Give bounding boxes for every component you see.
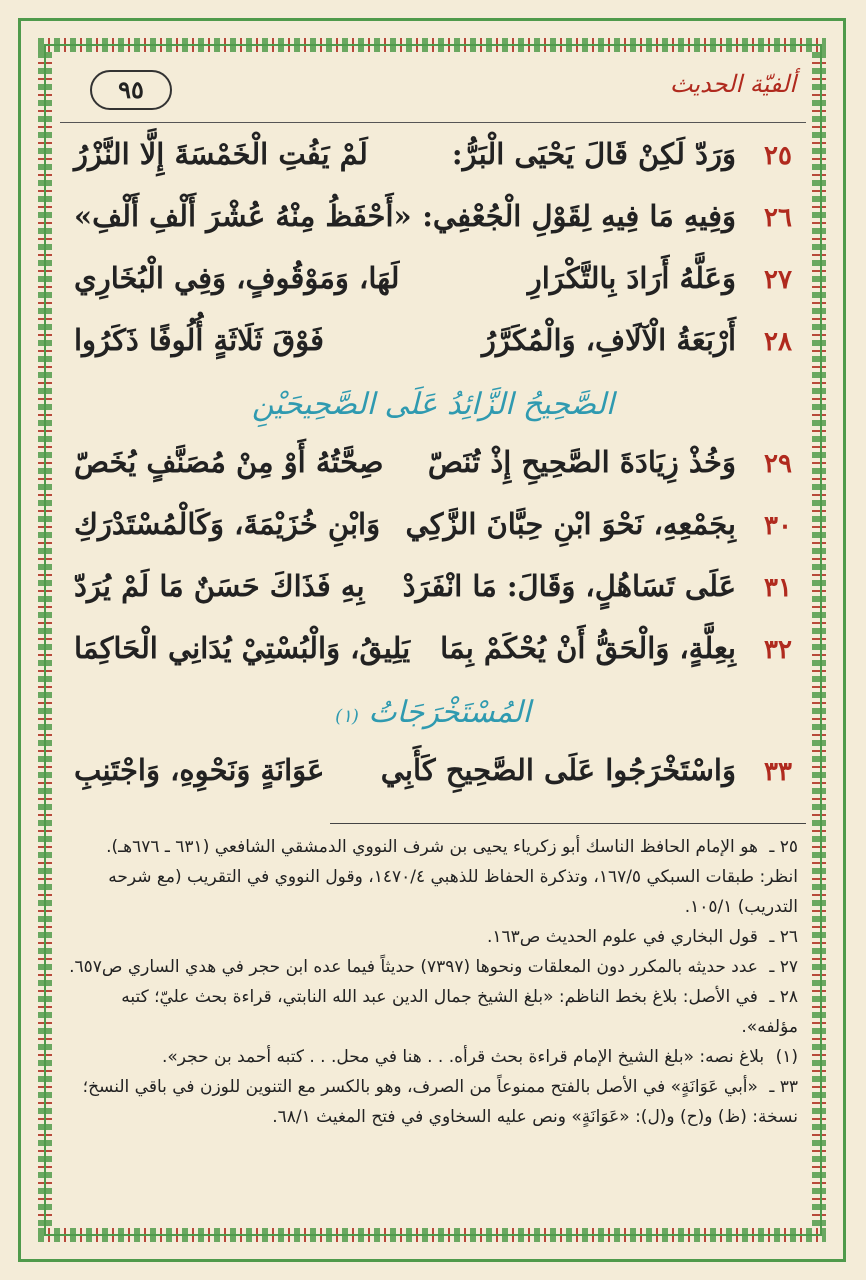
footnote-number: ٢٨ ـ <box>769 987 798 1007</box>
verse-number: ٢٨ <box>764 327 792 357</box>
footnote-number: ٢٧ ـ <box>769 957 798 977</box>
verse-25 <box>60 127 806 189</box>
second-hemistich: وَابْنِ خُزَيْمَةَ، وَكَالْمُسْتَدْرَكِ <box>74 507 381 541</box>
verse-number: ٣٢ <box>764 635 792 665</box>
verse-33 <box>60 743 806 805</box>
first-hemistich: بِعِلَّةٍ، وَالْحَقُّ أَنْ يُحْكَمْ بِمَا <box>440 631 736 665</box>
verse-27 <box>60 251 806 313</box>
second-hemistich: صِحَّتُهُ أَوْ مِنْ مُصَنَّفٍ يُخَصّ <box>74 445 384 479</box>
verse-32 <box>60 621 806 683</box>
verse-group-a <box>60 127 806 375</box>
footnote-number: ٣٣ ـ <box>769 1077 798 1097</box>
first-hemistich: وَفِيهِ مَا فِيهِ لِقَوْلِ الْجُعْفِي: <box>422 199 736 233</box>
page-number: ٩٥ <box>90 70 172 110</box>
footnote-1 <box>60 1042 806 1072</box>
verse-31 <box>60 559 806 621</box>
page-content <box>60 64 806 1224</box>
footnote-text: هو الإمام الحافظ الناسك أبو زكرياء يحيى بن شرف النووي الدمشقي الشافعي (٦٣١ ـ ٦٧٦هـ). انظر: طبقات السبكي ١٦٧/٥، وتذكرة الحفاظ للذهبي ١٤٧٠/٤، وقول النووي في التقريب (مع شرحه التدريب) ١٠٥/١. <box>106 837 798 917</box>
footnote-text: «أبي عَوَانَةٍ» في الأصل بالفتح ممنوعاً من الصرف، وهو بالكسر مع التنوين للوزن في باقي النسخ؛ نسخة: (ظ) و(ح) و(ل): «عَوَانَةٍ» ونص عليه السخاوي في فتح المغيث ٦٨/١. <box>82 1077 798 1127</box>
footnote-text: قول البخاري في علوم الحديث ص١٦٣. <box>486 927 758 947</box>
footnote-number: (١) <box>775 1047 798 1067</box>
footnote-text: عدد حديثه بالمكرر دون المعلقات ونحوها (٧٣٩٧) حديثاً فيما عده ابن حجر في هدي الساري ص٦٥٧. <box>69 957 758 977</box>
footnote-26 <box>60 922 806 952</box>
verse-30 <box>60 497 806 559</box>
footnote-text: بلاغ نصه: «بلغ الشيخ الإمام قراءة بحث قرأه. . . هنا في محل. . . كتبه أحمد بن حجر». <box>161 1047 765 1067</box>
first-hemistich: وَعَلَّهُ أَرَادَ بِالتَّكْرَارِ <box>527 261 736 295</box>
second-hemistich: عَوَانَةٍ وَنَحْوِهِ، وَاجْتَنِبِ <box>74 753 325 787</box>
section-title-mustakhrajat <box>60 683 806 743</box>
first-hemistich: عَلَى تَسَاهُلٍ، وَقَالَ: مَا انْفَرَدْ <box>402 569 736 603</box>
second-hemistich: «أَحْفَظُ مِنْهُ عُشْرَ أَلْفِ أَلْفِ» <box>74 199 412 233</box>
first-hemistich: وَخُذْ زِيَادَةَ الصَّحِيحِ إِذْ تُنَصّ <box>427 445 736 479</box>
footnote-text: في الأصل: بلاغ بخط الناظم: «بلغ الشيخ جمال الدين عبد الله النابتي، قراءة بحث عليّ؛ كتبه مؤلفه». <box>121 987 798 1037</box>
verse-number: ٢٧ <box>764 265 792 295</box>
verse-29 <box>60 435 806 497</box>
verse-number: ٣٠ <box>764 511 792 541</box>
footnote-27 <box>60 952 806 982</box>
second-hemistich: لَهَا، وَمَوْقُوفٍ، وَفِي الْبُخَارِي <box>74 261 400 295</box>
footnote-number: ٢٦ ـ <box>769 927 798 947</box>
first-hemistich: بِجَمْعِهِ، نَحْوَ ابْنِ حِبَّانَ الزَّكِي <box>405 507 736 541</box>
first-hemistich: وَرَدّ لَكِنْ قَالَ يَحْيَى الْبَرُّ: <box>451 137 736 171</box>
page-header <box>60 64 806 123</box>
second-hemistich: يَلِيقُ، وَالْبُسْتِيْ يُدَانِي الْحَاكِمَا <box>74 631 411 665</box>
second-hemistich: لَمْ يَفُتِ الْخَمْسَةَ إِلَّا النَّزْرُ <box>74 137 368 171</box>
section-title-additional-sahih: الصَّحِيحُ الزَّائِدُ عَلَى الصَّحِيحَيْنِ <box>251 387 615 422</box>
verse-number: ٢٦ <box>764 203 792 233</box>
footnote-number: ٢٥ ـ <box>769 837 798 857</box>
verse-group-b <box>60 435 806 683</box>
footnote-reference: (١) <box>335 706 359 727</box>
second-hemistich: فَوْقَ ثَلَاثَةٍ أُلُوفًا ذَكَرُوا <box>74 323 324 357</box>
running-title: ألفيّة الحديث <box>669 70 796 98</box>
verse-number: ٣٣ <box>764 757 792 787</box>
verse-28 <box>60 313 806 375</box>
footnote-divider <box>330 823 806 824</box>
footnotes <box>60 832 806 1132</box>
first-hemistich: أَرْبَعَةُ الْآلَافِ، وَالْمُكَرَّرُ <box>481 323 736 357</box>
verse-26 <box>60 189 806 251</box>
first-hemistich: وَاسْتَخْرَجُوا عَلَى الصَّحِيحِ كَأَبِي <box>380 753 736 787</box>
footnote-33 <box>60 1072 806 1132</box>
footnote-28 <box>60 982 806 1042</box>
second-hemistich: بِهِ فَذَاكَ حَسَنٌ مَا لَمْ يُرَدّ <box>74 569 365 603</box>
verse-number: ٢٥ <box>764 141 792 171</box>
footnote-25 <box>60 832 806 922</box>
section-title-text: المُسْتَخْرَجَاتُ <box>368 695 531 730</box>
verse-group-c <box>60 743 806 805</box>
verse-number: ٣١ <box>764 573 792 603</box>
verse-number: ٢٩ <box>764 449 792 479</box>
